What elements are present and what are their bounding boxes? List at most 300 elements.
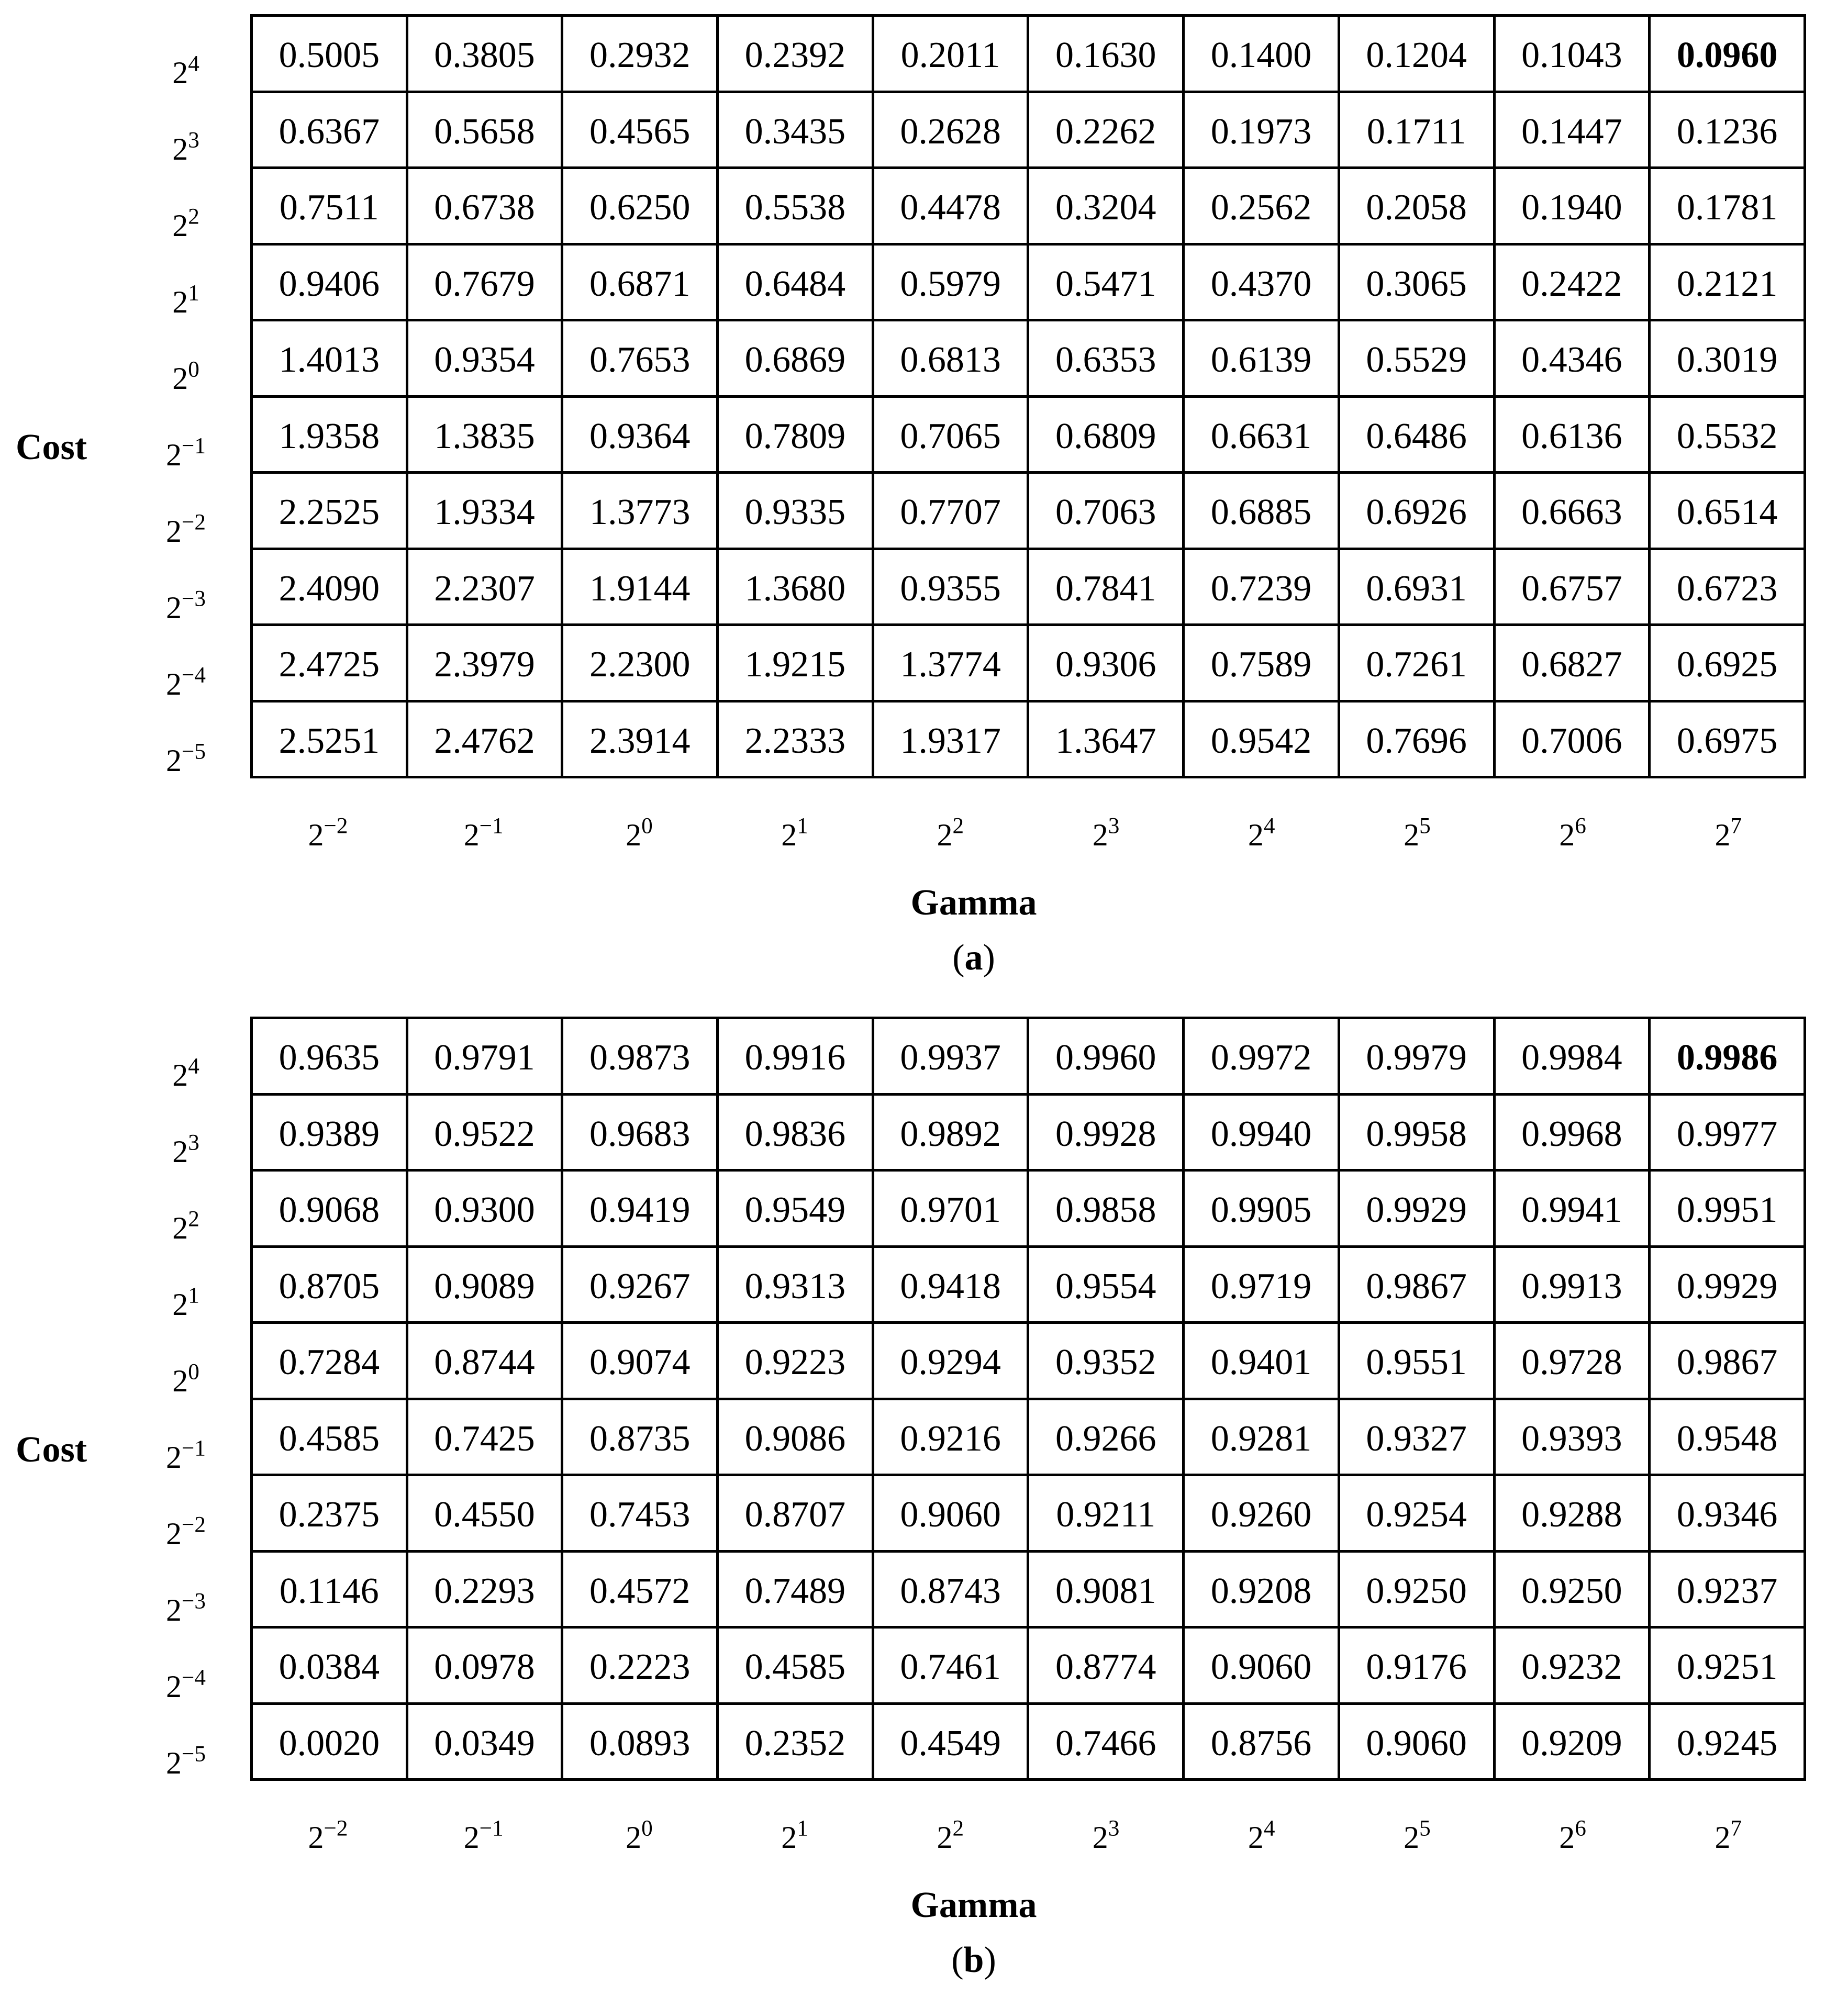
value-cell: 0.9060 — [1339, 1703, 1494, 1780]
value-cell: 1.9334 — [407, 473, 562, 549]
value-cell: 2.3914 — [562, 701, 718, 777]
value-cell: 0.9977 — [1650, 1094, 1805, 1170]
value-cell: 0.6139 — [1184, 320, 1339, 397]
value-cell: 0.9260 — [1184, 1475, 1339, 1552]
cost-tick-label — [133, 433, 238, 472]
value-cell: 1.9215 — [718, 625, 873, 701]
table-row — [252, 396, 1805, 473]
table-row — [252, 16, 1805, 92]
value-cell: 0.6738 — [407, 168, 562, 244]
gamma-tick-label — [561, 813, 717, 852]
value-cell: 0.9958 — [1339, 1094, 1494, 1170]
value-cell: 1.3774 — [873, 625, 1028, 701]
value-cell: 0.7707 — [873, 473, 1028, 549]
value-cell: 0.6871 — [562, 244, 718, 320]
value-cell: 0.9972 — [1184, 1018, 1339, 1095]
value-cell: 0.7453 — [562, 1475, 718, 1552]
value-cell: 0.9232 — [1494, 1627, 1650, 1704]
panel-caption: (b) — [951, 1940, 996, 1980]
value-cell: 0.6514 — [1650, 473, 1805, 549]
tick-base: 2 — [1715, 1820, 1731, 1855]
tick-base: 2 — [1092, 818, 1108, 852]
value-cell: 0.1043 — [1494, 16, 1650, 92]
value-cell: 0.9267 — [562, 1246, 718, 1323]
value-cell: 0.6367 — [252, 92, 407, 168]
value-cell: 0.6250 — [562, 168, 718, 244]
table-row — [252, 1170, 1805, 1247]
tick-exponent: −3 — [182, 1589, 206, 1614]
value-cell: 0.9081 — [1028, 1551, 1184, 1627]
tick-exponent: 7 — [1730, 813, 1742, 839]
value-cell: 0.2223 — [562, 1627, 718, 1704]
value-cell: 0.6663 — [1494, 473, 1650, 549]
value-cell: 0.9300 — [407, 1170, 562, 1247]
value-cell: 0.9406 — [252, 244, 407, 320]
tick-exponent: 2 — [188, 204, 199, 229]
value-cell: 0.2628 — [873, 92, 1028, 168]
value-cell: 0.9288 — [1494, 1475, 1650, 1552]
value-cell: 0.4572 — [562, 1551, 718, 1627]
value-cell: 0.9086 — [718, 1399, 873, 1475]
value-cell: 0.9542 — [1184, 701, 1339, 777]
value-cell: 2.5251 — [252, 701, 407, 777]
value-cell: 1.3680 — [718, 549, 873, 625]
grid-body — [252, 16, 1805, 777]
value-cell: 0.6136 — [1494, 396, 1650, 473]
value-cell: 2.3979 — [407, 625, 562, 701]
gamma-tick-label — [250, 1816, 406, 1855]
tick-exponent: 2 — [188, 1207, 199, 1232]
value-cell: 0.3065 — [1339, 244, 1494, 320]
value-cell: 0.9916 — [718, 1018, 873, 1095]
value-cell: 0.8705 — [252, 1246, 407, 1323]
value-cell: 0.2121 — [1650, 244, 1805, 320]
value-cell: 0.4478 — [873, 168, 1028, 244]
value-cell: 0.9548 — [1650, 1399, 1805, 1475]
value-cell: 0.9313 — [718, 1246, 873, 1323]
cost-tick-label — [133, 1130, 238, 1169]
value-cell: 0.2562 — [1184, 168, 1339, 244]
table-row — [252, 1018, 1805, 1095]
value-cell: 0.9940 — [1184, 1094, 1339, 1170]
value-cell: 2.4725 — [252, 625, 407, 701]
cost-tick-label — [133, 1359, 238, 1398]
cost-axis-title: Cost — [16, 427, 87, 467]
cost-tick-label — [133, 1665, 238, 1704]
value-cell: 0.9089 — [407, 1246, 562, 1323]
value-cell: 0.9635 — [252, 1018, 407, 1095]
cost-tick-label — [133, 586, 238, 625]
tick-base: 2 — [308, 818, 324, 852]
value-cell: 0.9216 — [873, 1399, 1028, 1475]
cost-tick-label — [133, 510, 238, 549]
tick-base: 2 — [172, 132, 188, 166]
value-cell: 0.4550 — [407, 1475, 562, 1552]
table-row — [252, 549, 1805, 625]
tick-base: 2 — [166, 1746, 182, 1780]
tick-exponent: 3 — [188, 128, 199, 153]
tick-base: 2 — [166, 743, 182, 778]
tick-base: 2 — [1248, 1820, 1264, 1855]
tick-exponent: 1 — [797, 813, 808, 839]
value-cell: 2.4762 — [407, 701, 562, 777]
table-row — [252, 1627, 1805, 1704]
cost-tick-label — [133, 1207, 238, 1245]
value-cell: 1.4013 — [252, 320, 407, 397]
gamma-tick-label — [1339, 1816, 1495, 1855]
value-cell: 0.5658 — [407, 92, 562, 168]
value-cell: 0.6757 — [1494, 549, 1650, 625]
value-cell: 0.9254 — [1339, 1475, 1494, 1552]
tick-exponent: 0 — [641, 813, 653, 839]
value-cell: 0.9068 — [252, 1170, 407, 1247]
tick-exponent: 1 — [188, 1283, 199, 1308]
value-cell: 0.1400 — [1184, 16, 1339, 92]
value-cell: 2.2300 — [562, 625, 718, 701]
value-cell: 0.0893 — [562, 1703, 718, 1780]
gamma-tick-label — [873, 1816, 1028, 1855]
cost-tick-label — [133, 128, 238, 166]
value-cell: 0.7489 — [718, 1551, 873, 1627]
value-cell: 1.3647 — [1028, 701, 1184, 777]
caption-letter: a — [964, 938, 983, 978]
value-cell: 0.9223 — [718, 1323, 873, 1399]
value-cell: 0.3805 — [407, 16, 562, 92]
value-cell: 0.7511 — [252, 168, 407, 244]
value-cell: 0.7425 — [407, 1399, 562, 1475]
tick-base: 2 — [781, 1820, 797, 1855]
value-cell: 0.6925 — [1650, 625, 1805, 701]
value-cell: 2.2525 — [252, 473, 407, 549]
value-cell: 0.9683 — [562, 1094, 718, 1170]
value-cell: 0.9549 — [718, 1170, 873, 1247]
value-cell: 0.6885 — [1184, 473, 1339, 549]
value-cell: 0.9986 — [1650, 1018, 1805, 1095]
tick-exponent: 4 — [188, 51, 199, 76]
value-cell: 0.4585 — [252, 1399, 407, 1475]
value-cell: 0.9251 — [1650, 1627, 1805, 1704]
value-cell: 0.7006 — [1494, 701, 1650, 777]
value-cell: 1.9358 — [252, 396, 407, 473]
tick-base: 2 — [172, 208, 188, 243]
value-cell: 0.7589 — [1184, 625, 1339, 701]
value-cell: 0.9551 — [1339, 1323, 1494, 1399]
value-grid — [250, 14, 1806, 778]
value-cell: 0.5979 — [873, 244, 1028, 320]
value-cell: 0.6827 — [1494, 625, 1650, 701]
value-cell: 0.2422 — [1494, 244, 1650, 320]
gamma-tick-label — [1495, 813, 1651, 852]
value-cell: 0.9928 — [1028, 1094, 1184, 1170]
panel-caption: (a) — [952, 938, 995, 978]
value-cell: 0.0020 — [252, 1703, 407, 1780]
value-cell: 0.9074 — [562, 1323, 718, 1399]
value-cell: 0.1711 — [1339, 92, 1494, 168]
table-row — [252, 1475, 1805, 1552]
tick-exponent: −3 — [182, 586, 206, 611]
tick-base: 2 — [463, 1820, 480, 1855]
value-cell: 0.5005 — [252, 16, 407, 92]
tick-exponent: −5 — [182, 739, 206, 764]
gamma-axis-title: Gamma — [910, 883, 1037, 923]
value-cell: 0.4370 — [1184, 244, 1339, 320]
tick-base: 2 — [1092, 1820, 1108, 1855]
tick-exponent: −2 — [182, 510, 206, 535]
value-cell: 0.2011 — [873, 16, 1028, 92]
cost-tick-label — [133, 1589, 238, 1627]
value-cell: 0.9929 — [1339, 1170, 1494, 1247]
value-cell: 0.7284 — [252, 1323, 407, 1399]
value-cell: 0.9419 — [562, 1170, 718, 1247]
value-cell: 0.2262 — [1028, 92, 1184, 168]
tick-base: 2 — [166, 667, 182, 701]
value-cell: 0.6723 — [1650, 549, 1805, 625]
value-cell: 0.9701 — [873, 1170, 1028, 1247]
tick-exponent: 3 — [1108, 1816, 1120, 1841]
value-cell: 0.9968 — [1494, 1094, 1650, 1170]
value-cell: 0.7653 — [562, 320, 718, 397]
value-cell: 0.1973 — [1184, 92, 1339, 168]
tick-base: 2 — [166, 514, 182, 549]
tick-base: 2 — [166, 1593, 182, 1627]
value-cell: 0.9354 — [407, 320, 562, 397]
value-cell: 1.9317 — [873, 701, 1028, 777]
tick-base: 2 — [1559, 818, 1575, 852]
value-cell: 0.9250 — [1339, 1551, 1494, 1627]
value-cell: 0.9873 — [562, 1018, 718, 1095]
tick-base: 2 — [1404, 818, 1420, 852]
value-cell: 0.9393 — [1494, 1399, 1650, 1475]
tick-base: 2 — [463, 818, 480, 852]
value-cell: 0.1447 — [1494, 92, 1650, 168]
cost-axis-title: Cost — [16, 1430, 87, 1470]
value-cell: 0.8707 — [718, 1475, 873, 1552]
table-row — [252, 1094, 1805, 1170]
tick-base: 2 — [626, 818, 642, 852]
value-cell: 0.9937 — [873, 1018, 1028, 1095]
value-cell: 0.0960 — [1650, 16, 1805, 92]
value-cell: 0.6809 — [1028, 396, 1184, 473]
value-cell: 0.0349 — [407, 1703, 562, 1780]
value-cell: 0.8744 — [407, 1323, 562, 1399]
tick-base: 2 — [172, 55, 188, 90]
value-cell: 0.9554 — [1028, 1246, 1184, 1323]
value-cell: 0.8774 — [1028, 1627, 1184, 1704]
cost-tick-label — [133, 739, 238, 778]
value-cell: 0.9237 — [1650, 1551, 1805, 1627]
tick-base: 2 — [626, 1820, 642, 1855]
value-cell: 0.6975 — [1650, 701, 1805, 777]
value-cell: 0.5532 — [1650, 396, 1805, 473]
value-cell: 0.2352 — [718, 1703, 873, 1780]
value-cell: 0.2375 — [252, 1475, 407, 1552]
value-grid — [250, 1017, 1806, 1781]
tick-exponent: 5 — [1419, 813, 1431, 839]
tick-base: 2 — [1559, 1820, 1575, 1855]
table-row — [252, 1246, 1805, 1323]
value-cell: 0.1781 — [1650, 168, 1805, 244]
value-cell: 0.9306 — [1028, 625, 1184, 701]
gamma-tick-label — [873, 813, 1028, 852]
grid-body — [252, 1018, 1805, 1780]
value-cell: 0.2392 — [718, 16, 873, 92]
value-cell: 0.6631 — [1184, 396, 1339, 473]
value-cell: 0.2293 — [407, 1551, 562, 1627]
value-cell: 0.5538 — [718, 168, 873, 244]
tick-exponent: −5 — [182, 1742, 206, 1767]
value-cell: 1.3773 — [562, 473, 718, 549]
value-cell: 0.6484 — [718, 244, 873, 320]
gamma-tick-label — [1184, 813, 1339, 852]
value-cell: 0.7809 — [718, 396, 873, 473]
tick-exponent: 2 — [952, 813, 964, 839]
tick-base: 2 — [937, 818, 953, 852]
value-cell: 0.9941 — [1494, 1170, 1650, 1247]
table-row — [252, 1703, 1805, 1780]
gamma-axis-title: Gamma — [910, 1885, 1037, 1925]
tick-exponent: 2 — [952, 1816, 964, 1841]
value-cell: 0.9364 — [562, 396, 718, 473]
value-cell: 0.9418 — [873, 1246, 1028, 1323]
value-cell: 0.0384 — [252, 1627, 407, 1704]
table-row — [252, 625, 1805, 701]
value-cell: 2.2307 — [407, 549, 562, 625]
gamma-tick-label — [406, 813, 561, 852]
cost-tick-label — [133, 1742, 238, 1780]
value-cell: 0.6931 — [1339, 549, 1494, 625]
value-cell: 1.9144 — [562, 549, 718, 625]
value-cell: 0.6353 — [1028, 320, 1184, 397]
value-cell: 0.9327 — [1339, 1399, 1494, 1475]
tick-exponent: 3 — [1108, 813, 1120, 839]
gamma-tick-label — [717, 1816, 873, 1855]
value-cell: 0.9245 — [1650, 1703, 1805, 1780]
table-row — [252, 244, 1805, 320]
value-cell: 0.9522 — [407, 1094, 562, 1170]
table-row — [252, 320, 1805, 397]
tick-exponent: −2 — [324, 813, 348, 839]
value-cell: 0.7841 — [1028, 549, 1184, 625]
tick-exponent: −4 — [182, 1665, 206, 1690]
table-row — [252, 473, 1805, 549]
value-cell: 0.9836 — [718, 1094, 873, 1170]
tick-exponent: −4 — [182, 663, 206, 688]
value-cell: 0.7461 — [873, 1627, 1028, 1704]
value-cell: 0.9346 — [1650, 1475, 1805, 1552]
tick-exponent: 0 — [188, 1359, 199, 1385]
gamma-tick-label — [717, 813, 873, 852]
value-cell: 0.4565 — [562, 92, 718, 168]
cost-tick-label — [133, 204, 238, 243]
value-cell: 0.9209 — [1494, 1703, 1650, 1780]
tick-exponent: −1 — [182, 433, 206, 459]
cost-tick-label — [133, 1283, 238, 1322]
value-cell: 0.7065 — [873, 396, 1028, 473]
value-cell: 0.6869 — [718, 320, 873, 397]
gamma-tick-label — [1028, 1816, 1184, 1855]
value-cell: 0.5471 — [1028, 244, 1184, 320]
tick-base: 2 — [166, 1440, 182, 1475]
value-cell: 0.9060 — [1184, 1627, 1339, 1704]
value-cell: 0.9176 — [1339, 1627, 1494, 1704]
value-cell: 0.7696 — [1339, 701, 1494, 777]
tick-exponent: 4 — [188, 1054, 199, 1079]
value-cell: 0.9208 — [1184, 1551, 1339, 1627]
gamma-tick-label — [1184, 1816, 1339, 1855]
value-cell: 0.9960 — [1028, 1018, 1184, 1095]
value-cell: 0.9719 — [1184, 1246, 1339, 1323]
value-cell: 0.9867 — [1339, 1246, 1494, 1323]
cost-tick-label — [133, 281, 238, 319]
table-row — [252, 92, 1805, 168]
value-cell: 0.9352 — [1028, 1323, 1184, 1399]
tick-exponent: 4 — [1263, 813, 1275, 839]
value-cell: 0.9355 — [873, 549, 1028, 625]
gamma-tick-label — [1028, 813, 1184, 852]
tick-exponent: 1 — [797, 1816, 808, 1841]
value-cell: 0.0978 — [407, 1627, 562, 1704]
cost-tick-label — [133, 663, 238, 701]
cost-tick-label — [133, 51, 238, 90]
tick-exponent: −1 — [182, 1436, 206, 1461]
value-cell: 0.8756 — [1184, 1703, 1339, 1780]
value-cell: 0.6486 — [1339, 396, 1494, 473]
value-cell: 0.9984 — [1494, 1018, 1650, 1095]
value-cell: 0.9929 — [1650, 1246, 1805, 1323]
tick-base: 2 — [172, 1058, 188, 1092]
tick-base: 2 — [172, 1211, 188, 1245]
tick-base: 2 — [308, 1820, 324, 1855]
cost-tick-label — [133, 1512, 238, 1551]
value-cell: 0.1236 — [1650, 92, 1805, 168]
value-cell: 0.1630 — [1028, 16, 1184, 92]
gamma-tick-label — [1651, 1816, 1806, 1855]
value-cell: 0.9858 — [1028, 1170, 1184, 1247]
cost-tick-label — [133, 1436, 238, 1475]
tick-base: 2 — [1404, 1820, 1420, 1855]
caption-letter: b — [963, 1940, 984, 1980]
gamma-tick-label — [250, 813, 406, 852]
tick-exponent: 4 — [1263, 1816, 1275, 1841]
gamma-tick-label — [406, 1816, 561, 1855]
value-cell: 0.8735 — [562, 1399, 718, 1475]
tick-exponent: 6 — [1575, 1816, 1586, 1841]
value-cell: 0.9791 — [407, 1018, 562, 1095]
value-cell: 0.9905 — [1184, 1170, 1339, 1247]
value-cell: 0.9728 — [1494, 1323, 1650, 1399]
gamma-tick-label — [1495, 1816, 1651, 1855]
value-cell: 0.9867 — [1650, 1323, 1805, 1399]
table-row — [252, 168, 1805, 244]
tick-exponent: 0 — [188, 357, 199, 382]
value-cell: 0.3019 — [1650, 320, 1805, 397]
tick-base: 2 — [1715, 818, 1731, 852]
gamma-tick-label — [1651, 813, 1806, 852]
value-cell: 0.1204 — [1339, 16, 1494, 92]
gamma-tick-label — [561, 1816, 717, 1855]
tick-base: 2 — [166, 438, 182, 472]
value-cell: 0.9951 — [1650, 1170, 1805, 1247]
value-cell: 1.3835 — [407, 396, 562, 473]
tick-exponent: 5 — [1419, 1816, 1431, 1841]
value-cell: 0.2058 — [1339, 168, 1494, 244]
tick-exponent: 3 — [188, 1130, 199, 1155]
tick-exponent: 7 — [1730, 1816, 1742, 1841]
value-cell: 0.5529 — [1339, 320, 1494, 397]
tick-exponent: −1 — [479, 813, 504, 839]
value-cell: 0.9389 — [252, 1094, 407, 1170]
value-cell: 0.9979 — [1339, 1018, 1494, 1095]
